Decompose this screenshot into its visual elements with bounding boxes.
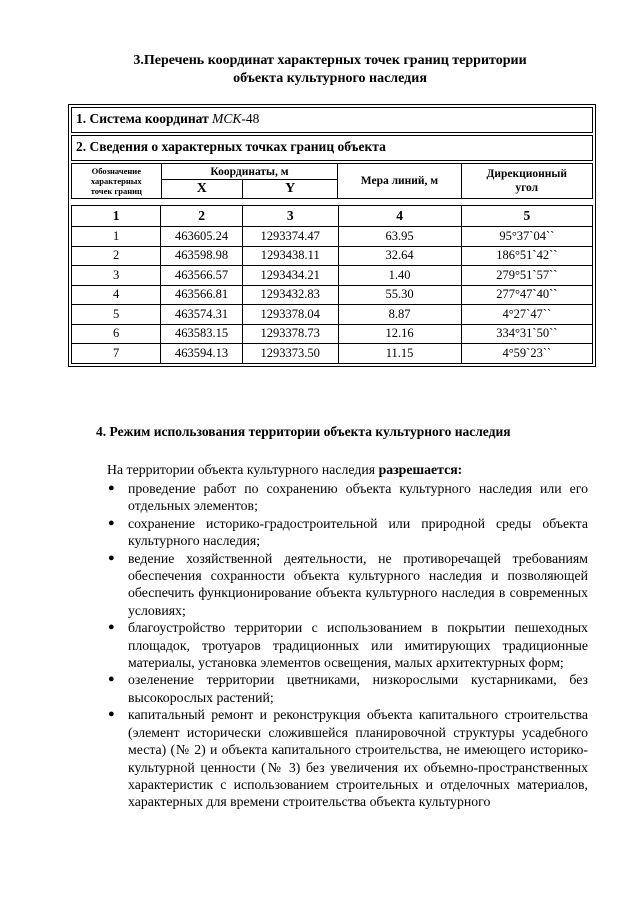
bullet-icon: ● <box>108 516 115 529</box>
y-coordinate-cell: 1293438.11 <box>242 246 338 266</box>
section3-title <box>60 52 600 88</box>
column-number: 5 <box>461 206 592 227</box>
bullet-icon: ● <box>108 708 115 721</box>
table-row <box>72 227 593 247</box>
list-item <box>106 515 588 550</box>
y-coordinate-cell: 1293378.04 <box>242 305 338 325</box>
list-item <box>106 550 588 620</box>
list-item-text: озеленение территории цветниками, низкорослыми кустарниками, без высокорослых растений; <box>128 672 588 705</box>
table-row <box>72 266 593 286</box>
coord-system-label: 1. Система координат <box>76 111 213 126</box>
list-item-text: благоустройство территории с использованием в покрытии пешеходных площадок, тротуаров традиционных или имитирующих традиционные материалы, установка элементов освещения, малых архитектурных форм; <box>128 620 588 671</box>
line-measure-cell: 1.40 <box>338 266 461 286</box>
header-designation-line2: характерных <box>90 176 142 186</box>
x-coordinate-cell: 463583.15 <box>161 324 243 344</box>
table-row <box>72 344 593 364</box>
direction-angle-cell: 279°51`57`` <box>461 266 592 286</box>
y-coordinate-cell: 1293374.47 <box>242 227 338 247</box>
boundary-info-box <box>71 135 593 161</box>
line-measure-cell: 8.87 <box>338 305 461 325</box>
line-measure-cell: 32.64 <box>338 246 461 266</box>
list-item <box>106 671 588 706</box>
section4-intro <box>107 461 587 478</box>
point-number-cell: 5 <box>72 305 161 325</box>
direction-angle-cell: 334°31`50`` <box>461 324 592 344</box>
x-coordinate-cell: 463566.57 <box>161 266 243 286</box>
column-number: 2 <box>161 206 243 227</box>
header-x: X <box>161 180 242 199</box>
header-direction-angle <box>461 164 593 199</box>
direction-angle-cell: 4°27`47`` <box>461 305 592 325</box>
table-row <box>72 246 593 266</box>
section3-title-line2: объекта культурного наследия <box>233 71 427 86</box>
list-item <box>106 619 588 671</box>
direction-angle-cell: 95°37`04`` <box>461 227 592 247</box>
y-coordinate-cell: 1293432.83 <box>242 285 338 305</box>
column-number: 4 <box>338 206 461 227</box>
list-item-text: сохранение историко-градостроительной или природной среды объекта культурного наследия; <box>128 515 588 549</box>
column-number-row <box>72 206 593 227</box>
point-number-cell: 7 <box>72 344 161 364</box>
bullet-icon: ● <box>108 621 115 634</box>
list-item <box>106 480 588 515</box>
coord-system-suffix: -48 <box>241 111 260 126</box>
x-coordinate-cell: 463605.24 <box>161 227 243 247</box>
coord-table-header <box>71 163 593 199</box>
section4-title: 4. Режим использования территории объекта культурного наследия <box>96 424 511 439</box>
bullet-icon: ● <box>108 673 115 686</box>
direction-angle-cell: 4°59`23`` <box>461 344 592 364</box>
header-direction-line2: угол <box>515 182 539 194</box>
header-coordinates: Координаты, м <box>161 164 338 180</box>
header-designation-line1: Обозначение <box>91 166 141 176</box>
point-number-cell: 6 <box>72 324 161 344</box>
point-number-cell: 1 <box>72 227 161 247</box>
coord-table <box>71 205 593 364</box>
column-number: 1 <box>72 206 161 227</box>
line-measure-cell: 55.30 <box>338 285 461 305</box>
x-coordinate-cell: 463574.31 <box>161 305 243 325</box>
direction-angle-cell: 277°47`40`` <box>461 285 592 305</box>
point-number-cell: 3 <box>72 266 161 286</box>
section4-intro-text: На территории объекта культурного наследия <box>107 462 379 477</box>
x-coordinate-cell: 463566.81 <box>161 285 243 305</box>
header-designation-line3: точек границ <box>90 186 142 196</box>
coordinates-block <box>68 104 596 367</box>
point-number-cell: 4 <box>72 285 161 305</box>
list-item <box>106 706 588 810</box>
bullet-icon: ● <box>108 482 115 494</box>
header-line-measure: Мера линий, м <box>338 164 461 199</box>
table-row <box>72 305 593 325</box>
list-item-text: ведение хозяйственной деятельности, не противоречащей требованиям обеспечения сохранности объекта культурного наследия и позволяющей обеспечить функционирование объекта культурного наследия в современных условиях; <box>128 550 588 618</box>
allowed-activities-list <box>106 480 588 811</box>
direction-angle-cell: 186°51`42`` <box>461 246 592 266</box>
header-direction-line1: Дирекционный <box>486 168 568 180</box>
section3-title-line1: 3.Перечень координат характерных точек границ территории <box>133 53 527 68</box>
coord-system-box <box>71 107 593 133</box>
bullet-icon: ● <box>108 551 115 564</box>
table-row <box>72 285 593 305</box>
line-measure-cell: 12.16 <box>338 324 461 344</box>
header-y: Y <box>243 180 338 199</box>
boundary-info-label: 2. Сведения о характерных точках границ объекта <box>76 139 386 154</box>
x-coordinate-cell: 463594.13 <box>161 344 243 364</box>
point-number-cell: 2 <box>72 246 161 266</box>
line-measure-cell: 63.95 <box>338 227 461 247</box>
header-designation <box>72 164 162 199</box>
table-row <box>72 324 593 344</box>
y-coordinate-cell: 1293378.73 <box>242 324 338 344</box>
y-coordinate-cell: 1293434.21 <box>242 266 338 286</box>
section4-intro-bold: разрешается: <box>378 462 463 477</box>
list-item-text: капитальный ремонт и реконструкция объекта капитального строительства (элемент исторически сложившейся планировочной структуры усадебного места) (№ 2) и объекта капитального строительства, не имеющего историко-культурной ценности (№ 3) без увеличения их объемно-пространственных характеристик с использованием строительных и отделочных материалов, характерных для времени строительства объекта культурного <box>128 707 588 810</box>
x-coordinate-cell: 463598.98 <box>161 246 243 266</box>
coord-system-name: МСК <box>212 111 242 126</box>
column-number: 3 <box>242 206 338 227</box>
list-item-text: проведение работ по сохранению объекта культурного наследия или его отдельных элементов; <box>128 481 588 514</box>
line-measure-cell: 11.15 <box>338 344 461 364</box>
y-coordinate-cell: 1293373.50 <box>242 344 338 364</box>
